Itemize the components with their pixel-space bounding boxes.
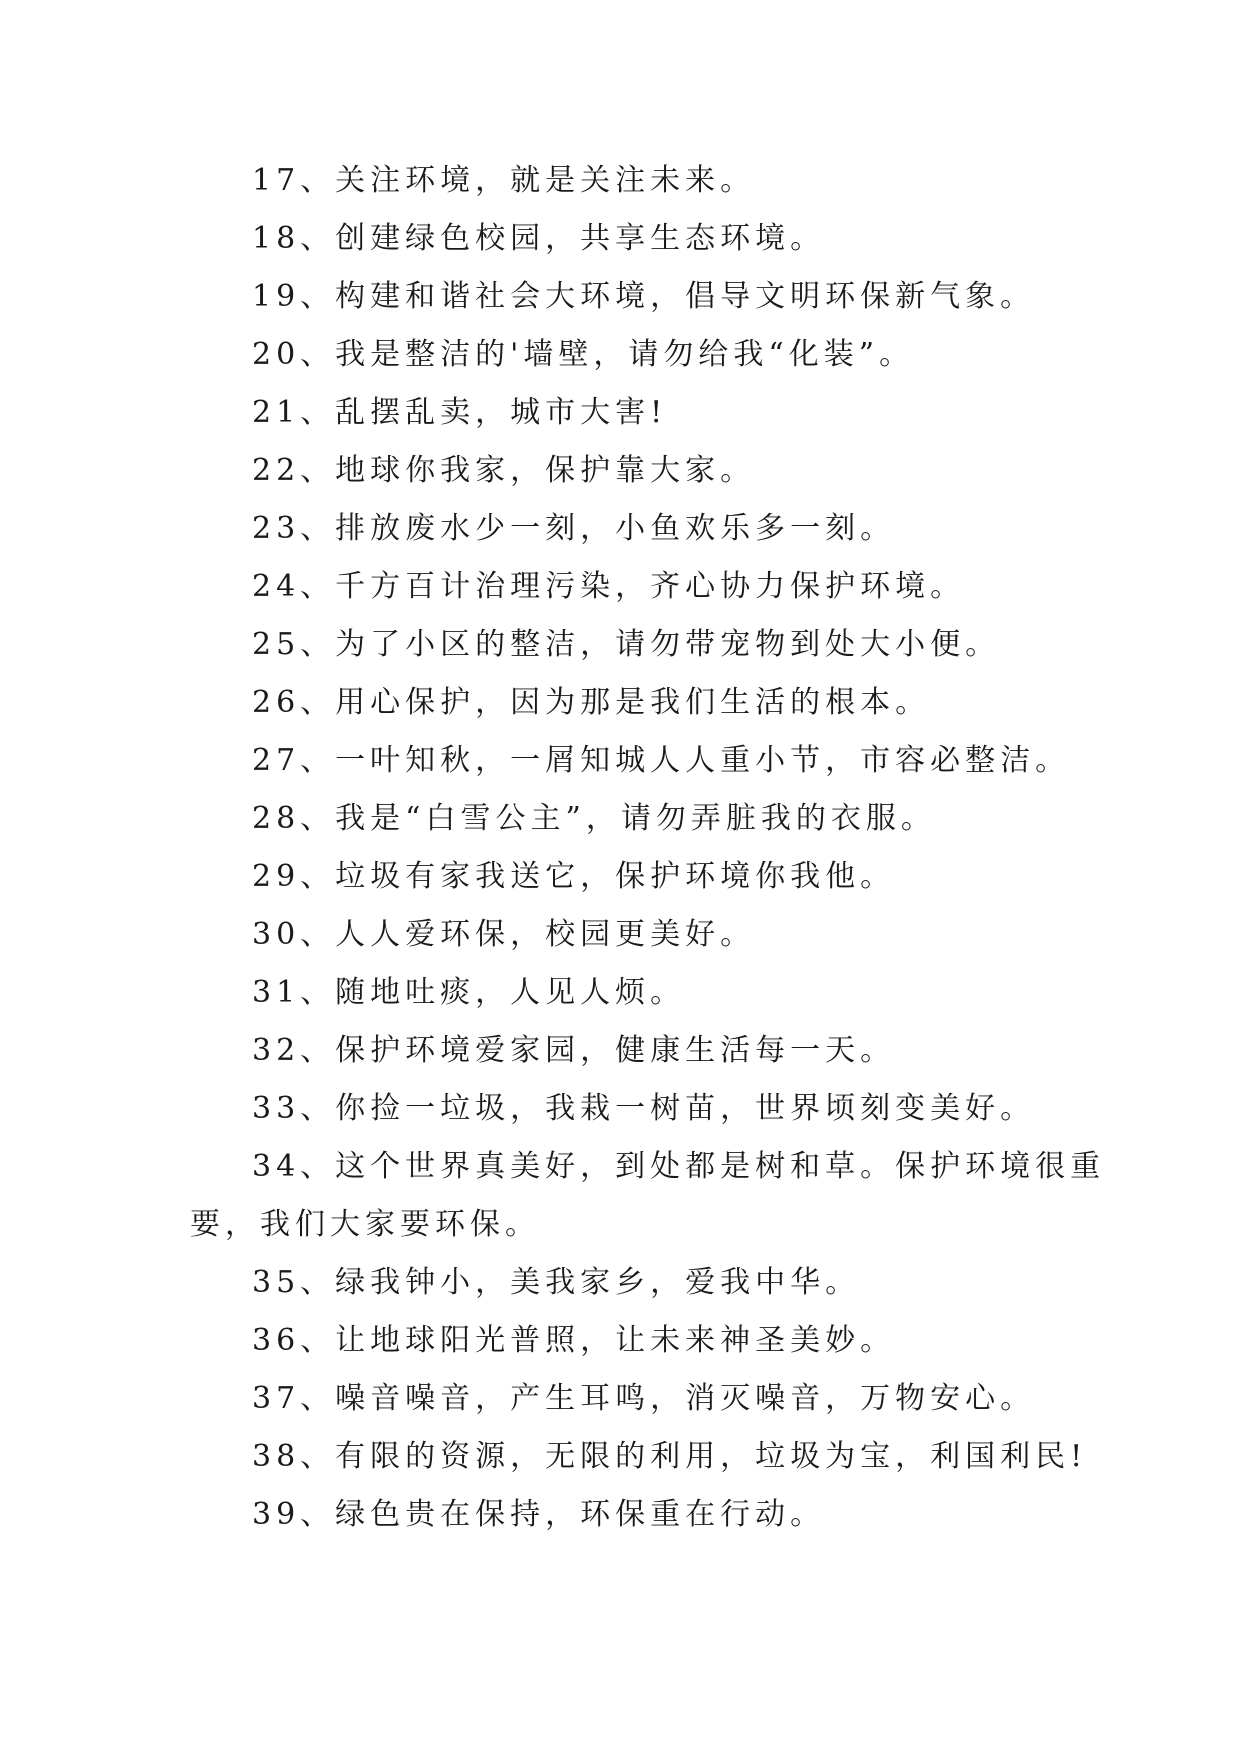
slogan-line-24: 24、千方百计治理污染，齐心协力保护环境。 <box>252 569 966 604</box>
slogan-line-25: 25、为了小区的整洁，请勿带宠物到处大小便。 <box>252 627 1001 662</box>
slogan-line-23: 23、排放废水少一刻，小鱼欢乐多一刻。 <box>252 511 896 546</box>
slogan-line-22: 22、地球你我家，保护靠大家。 <box>252 453 756 488</box>
slogan-line-31: 31、随地吐痰，人见人烦。 <box>252 975 686 1010</box>
slogan-line-26: 26、用心保护，因为那是我们生活的根本。 <box>252 685 931 720</box>
slogan-line-18: 18、创建绿色校园，共享生态环境。 <box>252 221 826 256</box>
slogan-line-37: 37、噪音噪音，产生耳鸣，消灭噪音，万物安心。 <box>252 1381 1036 1416</box>
slogan-line-36: 36、让地球阳光普照，让未来神圣美妙。 <box>252 1323 896 1358</box>
slogan-line-19: 19、构建和谐社会大环境，倡导文明环保新气象。 <box>252 279 1036 314</box>
slogan-line-17: 17、关注环境，就是关注未来。 <box>252 163 756 198</box>
slogan-line-29: 29、垃圾有家我送它，保护环境你我他。 <box>252 859 896 894</box>
slogan-line-39: 39、绿色贵在保持，环保重在行动。 <box>252 1497 826 1532</box>
slogan-line-27: 27、一叶知秋，一屑知城人人重小节，市容必整洁。 <box>252 743 1071 778</box>
slogan-line-30: 30、人人爱环保，校园更美好。 <box>252 917 756 952</box>
slogan-line-28: 28、我是“白雪公主”，请勿弄脏我的衣服。 <box>252 801 936 836</box>
slogan-line-21: 21、乱摆乱卖，城市大害! <box>252 395 668 430</box>
slogan-line-33: 33、你捡一垃圾，我栽一树苗，世界顷刻变美好。 <box>252 1091 1036 1126</box>
slogan-line-20: 20、我是整洁的'墙壁，请勿给我“化装”。 <box>252 337 915 372</box>
slogan-line-34-continued: 要，我们大家要环保。 <box>190 1207 540 1242</box>
slogan-list <box>190 152 1106 1544</box>
slogan-line-35: 35、绿我钟小，美我家乡，爱我中华。 <box>252 1265 861 1300</box>
slogan-line-34: 34、这个世界真美好，到处都是树和草。保护环境很重 <box>252 1149 1106 1184</box>
slogan-line-38: 38、有限的资源，无限的利用，垃圾为宝，利国利民! <box>252 1439 1088 1474</box>
slogan-line-32: 32、保护环境爱家园，健康生活每一天。 <box>252 1033 896 1068</box>
